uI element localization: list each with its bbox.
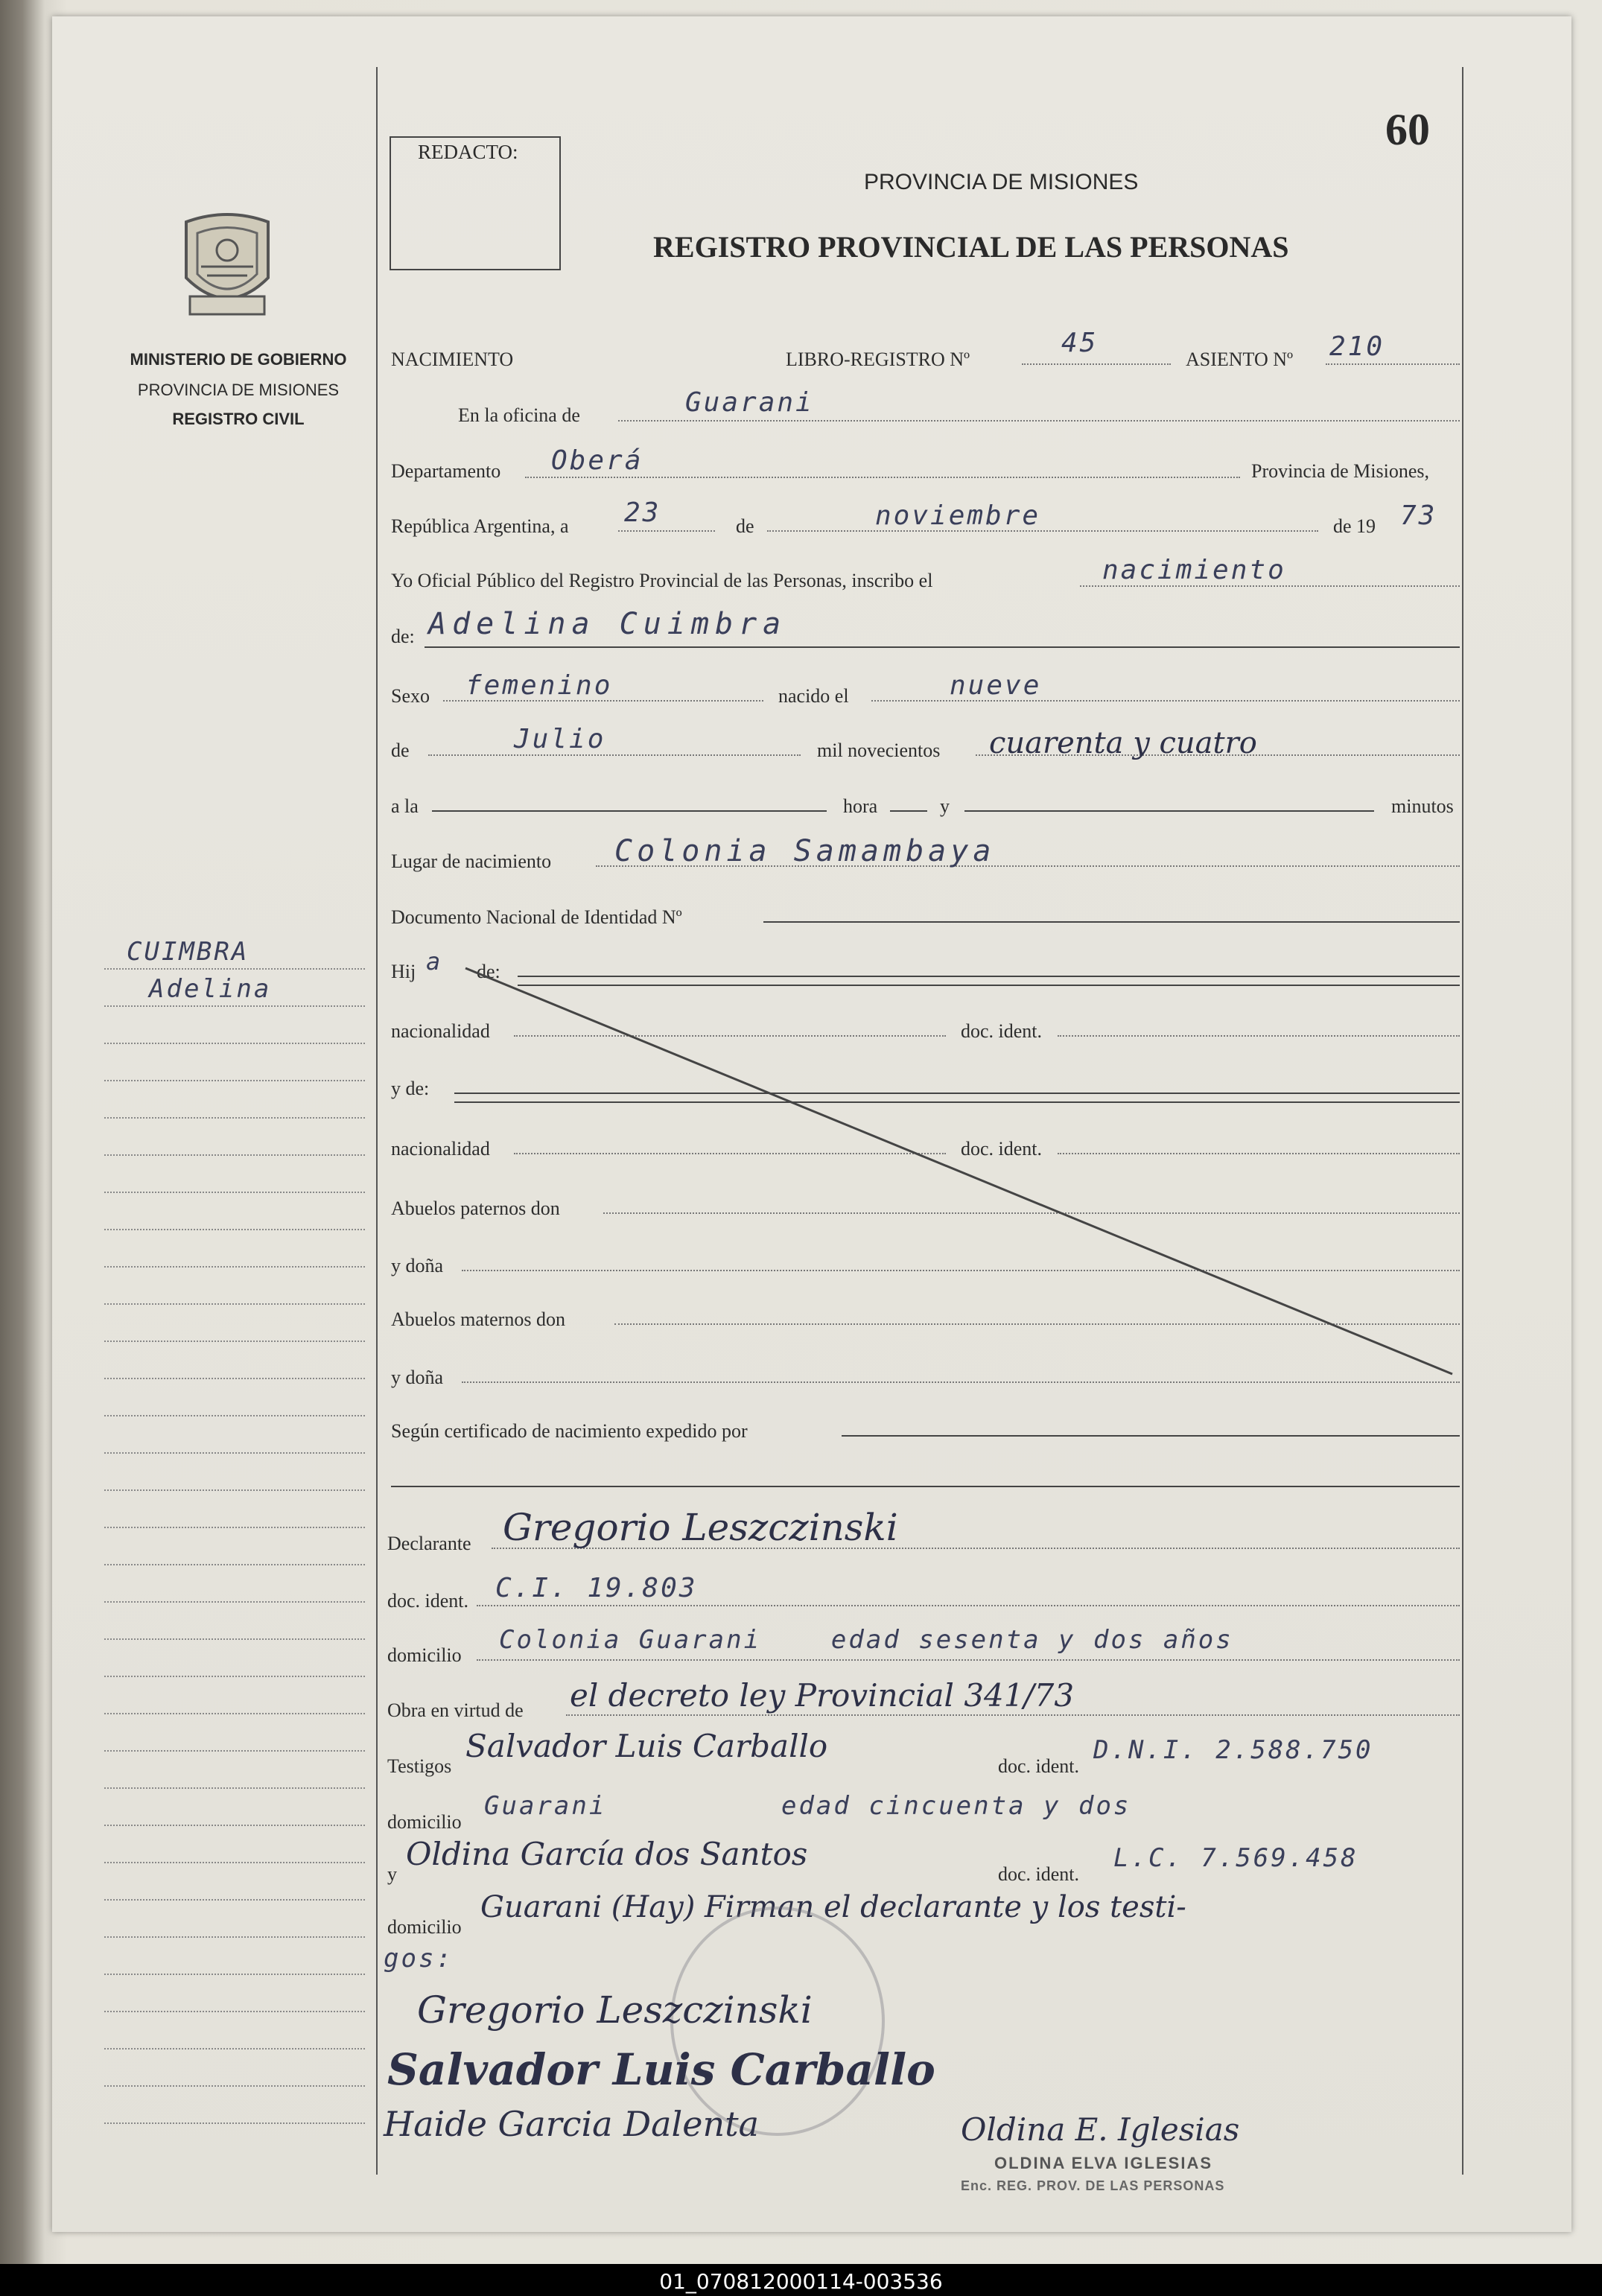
doc-ident-label-3: doc. ident. (387, 1590, 469, 1612)
doc-ident-label-2: doc. ident. (961, 1138, 1043, 1160)
ministry-label: MINISTERIO DE GOBIERNO (130, 350, 347, 369)
y-dona-label-1: y doña (391, 1255, 444, 1276)
nombre-value: Adelina Cuimbra (428, 607, 787, 641)
oficina-value: Guarani (685, 387, 814, 418)
province-label: PROVINCIA DE MISIONES (137, 381, 340, 399)
doc-ident-label-1: doc. ident. (961, 1020, 1043, 1042)
nacido-anio-value: cuarenta y cuatro (989, 726, 1257, 760)
acto-value: nacimiento (1102, 555, 1286, 585)
nacionalidad-label-2: nacionalidad (391, 1138, 490, 1160)
nacido-mes-value: Julio (514, 724, 606, 754)
dni-label: Documento Nacional de Identidad Nº (391, 906, 682, 928)
nacido-label: nacido el (778, 685, 849, 707)
de-label: de (736, 515, 754, 537)
nacionalidad-label-1: nacionalidad (391, 1020, 490, 1042)
obra-value: el decreto ley Provincial 341/73 (570, 1677, 1075, 1714)
continuation-value: gos: (384, 1944, 454, 1974)
signature-testigo1: Salvador Luis Carballo (387, 2044, 935, 2095)
hijo-de-label: de: (477, 961, 500, 982)
nacimiento-label: NACIMIENTO (391, 349, 514, 370)
domicilio-label-3: domicilio (387, 1916, 462, 1938)
header-province: PROVINCIA DE MISIONES (864, 170, 1139, 194)
y-de-label: y de: (391, 1078, 430, 1099)
oficina-label: En la oficina de (458, 404, 580, 426)
libro-value: 45 (1061, 328, 1099, 358)
domicilio-label-2: domicilio (387, 1811, 462, 1833)
minutos-label: minutos (1391, 795, 1454, 817)
declarante-value: Gregorio Leszczinski (503, 1506, 898, 1549)
official-name-stamp: OLDINA ELVA IGLESIAS (994, 2154, 1213, 2172)
abuelos-paternos-label: Abuelos paternos don (391, 1198, 560, 1219)
departamento-value: Oberá (551, 445, 643, 476)
anio-value: 73 (1400, 500, 1437, 531)
signature-declarante: Gregorio Leszczinski (417, 1988, 813, 2032)
obra-label: Obra en virtud de (387, 1699, 524, 1721)
provincia-label: Provincia de Misiones, (1251, 460, 1430, 482)
lugar-value: Colonia Samambaya (614, 834, 996, 868)
nombre-prefix-label: de: (391, 626, 415, 647)
dia-value: 23 (624, 497, 661, 528)
margin-surname: CUIMBRA (127, 937, 249, 967)
header-registry: REGISTRO PROVINCIAL DE LAS PERSONAS (653, 230, 1289, 264)
doc-ident-label-4: doc. ident. (998, 1755, 1080, 1777)
hijo-label: Hij (391, 961, 416, 982)
mil-label: mil novecientos (817, 740, 941, 761)
testigo1-domicilio-value: Guarani edad cincuenta y dos (484, 1791, 1131, 1821)
yo-oficial-label: Yo Oficial Público del Registro Provincial de las Personas, inscribo el (391, 570, 933, 591)
official-title-stamp: Enc. REG. PROV. DE LAS PERSONAS (961, 2178, 1225, 2193)
civil-registry-label: REGISTRO CIVIL (172, 410, 305, 428)
doc-ident-label-5: doc. ident. (998, 1863, 1080, 1885)
testigos-label: Testigos (387, 1755, 452, 1777)
nacido-dia-value: nueve (950, 670, 1042, 701)
testigo2-domicilio-value: Guarani (Hay) Firman el declarante y los testi- (480, 1890, 1186, 1924)
departamento-label: Departamento (391, 460, 501, 482)
asiento-value: 210 (1329, 331, 1385, 362)
hora-label: hora (843, 795, 878, 817)
testigo1-value: Salvador Luis Carballo (465, 1728, 828, 1764)
abuelos-maternos-label: Abuelos maternos don (391, 1308, 565, 1330)
margin-given-name: Adelina (149, 974, 272, 1004)
testigo2-doc-value: L.C. 7.569.458 (1113, 1843, 1358, 1873)
image-id-footer: 01_070812000114-003536 (659, 2269, 943, 2294)
de-mes-label: de (391, 740, 410, 761)
mes-value: noviembre (875, 500, 1041, 531)
declarante-doc-value: C.I. 19.803 (495, 1573, 698, 1603)
a-la-label: a la (391, 795, 419, 817)
sexo-label: Sexo (391, 685, 430, 707)
signature-testigo2: Haide Garcia Dalenta (384, 2104, 760, 2144)
lugar-label: Lugar de nacimiento (391, 850, 552, 872)
declarante-label: Declarante (387, 1533, 471, 1554)
y-label: y (940, 795, 950, 817)
de-anio-label: de 19 (1333, 515, 1376, 537)
sexo-value: femenino (465, 670, 613, 701)
redacto-label: REDACTO: (418, 141, 518, 163)
testigo1-doc-value: D.N.I. 2.588.750 (1093, 1735, 1373, 1765)
declarante-domicilio-value: Colonia Guarani edad sesenta y dos años (499, 1625, 1233, 1655)
y-testigo-label: y (387, 1863, 397, 1885)
republica-label: República Argentina, a (391, 515, 569, 537)
hijo-suffix-value: a (426, 947, 443, 976)
domicilio-label-1: domicilio (387, 1644, 462, 1666)
page-number: 60 (1385, 105, 1430, 154)
certificado-label: Según certificado de nacimiento expedido por (391, 1420, 748, 1442)
y-dona-label-2: y doña (391, 1367, 444, 1388)
asiento-label: ASIENTO Nº (1186, 349, 1294, 370)
testigo2-value: Oldina García dos Santos (406, 1836, 808, 1872)
signature-official: Oldina E. Iglesias (961, 2111, 1240, 2148)
libro-label: LIBRO-REGISTRO Nº (786, 349, 970, 370)
